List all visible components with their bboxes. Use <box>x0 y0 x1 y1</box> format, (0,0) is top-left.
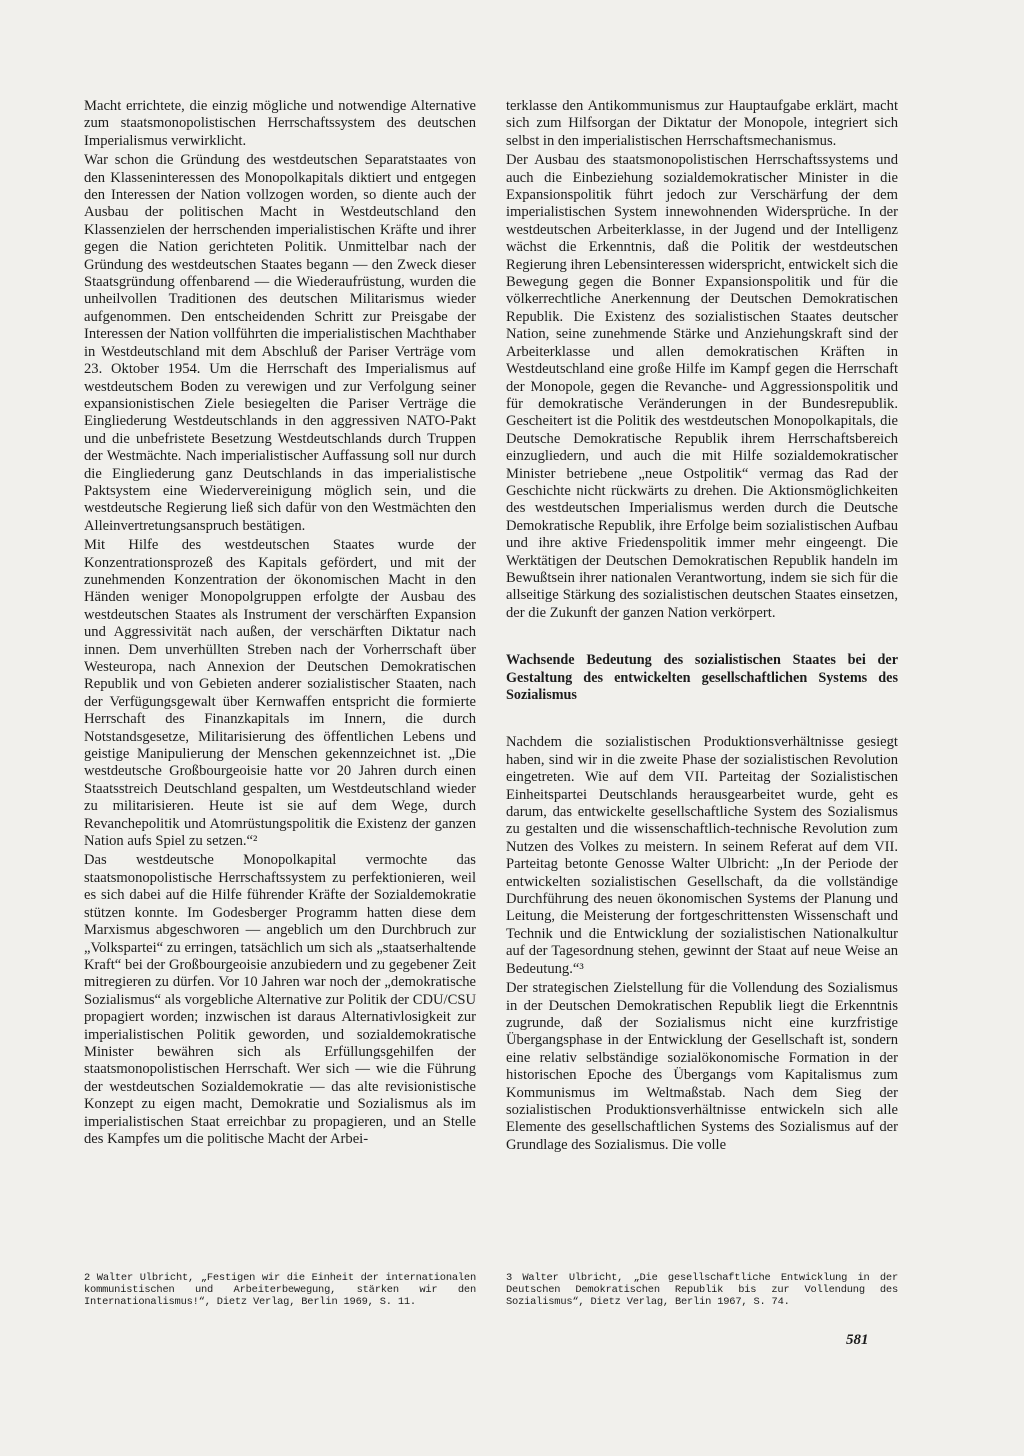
page-number: 581 <box>846 1332 869 1348</box>
paragraph: terklasse den Antikommunismus zur Hauptaufgabe erklärt, macht sich zum Hilfsorgan der Diktatur der Monopole, integriert sich selbst in den imperialistischen Herrschaftsmechanismus. <box>506 98 898 149</box>
paragraph: Mit Hilfe des westdeutschen Staates wurde der Konzentrationsprozeß des Kapitals gefördert, und mit der zunehmenden Konzentration der ökonomischen Macht in den Händen weniger Monopolgruppen erfolgte der Ausbau des westdeutschen Staates als Instrument der verschärften Expansion und Aggressivität nach außen, der verschärften Diktatur nach innen. Dem unverhüllten Streben nach der Vorherrschaft über Westeuropa, nach Annexion der Deutschen Demokratischen Republik und von Gebieten anderer sozialistischer Staaten, nach der Verfügungsgewalt über Kernwaffen entspricht die formierte Herrschaft des Finanzkapitals im Innern, die durch Notstandsgesetze, Militarisierung des öffentlichen Lebens und geistige Manipulierung der Menschen gekennzeichnet ist. „Die westdeutsche Großbourgeoisie hatte vor 20 Jahren durch einen Staatsstreich Deutschland gespalten, um Westdeutschland wieder zu militarisieren. Heute ist sie auf dem Wege, durch Revanchepolitik und Atomrüstungspolitik die Existenz der ganzen Nation aufs Spiel zu setzen.“² <box>84 537 476 850</box>
paragraph: Der strategischen Zielstellung für die Vollendung des Sozialismus in der Deutschen Demokratischen Republik liegt die Erkenntnis zugrunde, daß der Sozialismus nicht eine kurzfristige Übergangsphase in der Entwicklung der Gesellschaft ist, sondern eine relativ selbständige sozialökonomische Formation in der historischen Epoche des Übergangs vom Kapitalismus zum Kommunismus im Weltmaßstab. Nach dem Sieg der sozialistischen Produktionsverhältnisse entwickeln sich alle Elemente des gesellschaftlichen Systems des Sozialismus auf der Grundlage des Sozialismus. Die volle <box>506 980 898 1153</box>
right-column <box>506 98 898 1156</box>
footnote-3: 3 Walter Ulbricht, „Die gesellschaftliche Entwicklung in der Deutschen Demokratischen Republik bis zur Vollendung des Sozialismus“, Dietz Verlag, Berlin 1967, S. 74. <box>506 1272 898 1308</box>
paragraph: Macht errichtete, die einzig mögliche und notwendige Alternative zum staatsmonopolistischen Herrschaftssystem des deutschen Imperialismus verwirklicht. <box>84 98 476 149</box>
left-column <box>84 98 476 1150</box>
footnote-2: 2 Walter Ulbricht, „Festigen wir die Einheit der internationalen kommunistischen und Arbeiterbewegung, stärken wir den Internationalismus!“, Dietz Verlag, Berlin 1969, S. 11. <box>84 1272 476 1308</box>
paragraph: Nachdem die sozialistischen Produktionsverhältnisse gesiegt haben, sind wir in die zweite Phase der sozialistischen Revolution eingetreten. Wie auf dem VII. Parteitag der Sozialistischen Einheitspartei Deutschlands herausgearbeitet wurde, geht es darum, das entwickelte gesellschaftliche System des Sozialismus zu gestalten und die wissenschaftlich-technische Revolution zum Nutzen des Volkes zu meistern. In seinem Referat auf dem VII. Parteitag betonte Genosse Walter Ulbricht: „In der Periode der entwickelten sozialistischen Gesellschaft, da die vollständige Durchführung des neuen ökonomischen Systems der Planung und Leitung, die Meisterung der fortgeschrittensten Wissenschaft und Technik und die Entwicklung der sozialistischen Nationalkultur auf der Tagesordnung stehen, gewinnt der Staat auf neue Weise an Bedeutung.“³ <box>506 734 898 977</box>
section-heading: Wachsende Bedeutung des sozialistischen Staates bei der Gestaltung des entwickelten gesellschaftlichen Systems des Sozialismus <box>506 652 898 703</box>
paragraph: War schon die Gründung des westdeutschen Separatstaates von den Klasseninteressen des Monopolkapitals diktiert und entgegen den Interessen der Nation vollzogen worden, so diente auch der Ausbau der politischen Macht in Westdeutschland den Klassenzielen der herrschenden imperialistischen Kräfte und ihrer gegen die Nation gerichteten Politik. Unmittelbar nach der Gründung des westdeutschen Staates begann — den Zweck dieser Staatsgründung offenbarend — die Wiederaufrüstung, wurden die unheilvollen Traditionen des deutschen Militarismus wieder aufgenommen. Den entscheidenden Schritt zur Preisgabe der Interessen der Nation vollführten die imperialistischen Machthaber in Westdeutschland mit dem Abschluß der Pariser Verträge vom 23. Oktober 1954. Um die Herrschaft des Imperialismus auf westdeutschem Boden zu verewigen und zur Verfolgung seiner expansionistischen Ziele besiegelten die Pariser Verträge die Eingliederung Westdeutschlands in den aggressiven NATO-Pakt und die unbefristete Besetzung Westdeutschlands durch Truppen der Westmächte. Nach imperialistischer Auffassung soll nur durch die Eingliederung ganz Deutschlands in das imperialistische Paktsystem eine Wiedervereinigung möglich sein, und die westdeutsche Regierung ließ sich dafür von den Westmächten den Alleinvertretungsanspruch bestätigen. <box>84 152 476 534</box>
paragraph: Der Ausbau des staatsmonopolistischen Herrschaftssystems und auch die Einbeziehung sozialdemokratischer Minister in die Expansionspolitik führt jedoch zur Verschärfung der dem imperialistischen System innewohnenden Widersprüche. In der westdeutschen Arbeiterklasse, in der Jugend und der Intelligenz wächst die Erkenntnis, daß die Politik der westdeutschen Regierung ihren Lebensinteressen widerspricht, entwickelt sich die Bewegung gegen die Bonner Expansionspolitik und für die völkerrechtliche Anerkennung der Deutschen Demokratischen Republik. Die Existenz des sozialistischen Staates deutscher Nation, seine zunehmende Stärke und Anziehungskraft sind der Arbeiterklasse und allen demokratischen Kräften in Westdeutschland eine große Hilfe im Kampf gegen die Herrschaft der Monopole, gegen die Revanche- und Aggressionspolitik und für demokratische Veränderungen in der Bundesrepublik. Gescheitert ist die Politik des westdeutschen Monopolkapitals, die Deutsche Demokratische Republik ihrem Herrschaftsbereich einzugliedern, und auch die mit Hilfe sozialdemokratischer Minister betriebene „neue Ostpolitik“ vermag das Rad der Geschichte nicht rückwärts zu drehen. Die Aktionsmöglichkeiten des westdeutschen Imperialismus werden durch die Deutsche Demokratische Republik, ihre Erfolge beim sozialistischen Aufbau und ihre aktive Friedenspolitik immer mehr eingeengt. Die Werktätigen der Deutschen Demokratischen Republik handeln im Bewußtsein ihrer nationalen Verantwortung, indem sie sich für die allseitige Stärkung des sozialistischen deutschen Staates einsetzen, der die Zukunft der ganzen Nation verkörpert. <box>506 152 898 621</box>
paragraph: Das westdeutsche Monopolkapital vermochte das staatsmonopolistische Herrschaftssystem zu perfektionieren, weil es sich dabei auf die Hilfe führender Kräfte der Sozialdemokratie stützen konnte. Im Godesberger Programm hatten diese dem Marxismus abgeschworen — angeblich um den Durchbruch zur „Volkspartei“ zu erringen, tatsächlich um sich als „staatserhaltende Kraft“ bei der Großbourgeoisie anzubiedern und zu gegebener Zeit mitregieren zu dürfen. Vor 10 Jahren war noch der „demokratische Sozialismus“ als vorgebliche Alternative zur Politik der CDU/CSU propagiert worden; inzwischen ist daraus Alternativlosigkeit zur imperialistischen Politik geworden, und sozialdemokratische Minister bewähren sich als Erfüllungsgehilfen der staatsmonopolistischen Herrschaft. Wer sich — wie die Führung der westdeutschen Sozialdemokratie — das alte revisionistische Konzept zu eigen macht, Demokratie und Sozialismus als im imperialistischen Staat erreichbar zu propagieren, und an Stelle des Kampfes um die politische Macht der Arbei- <box>84 852 476 1147</box>
